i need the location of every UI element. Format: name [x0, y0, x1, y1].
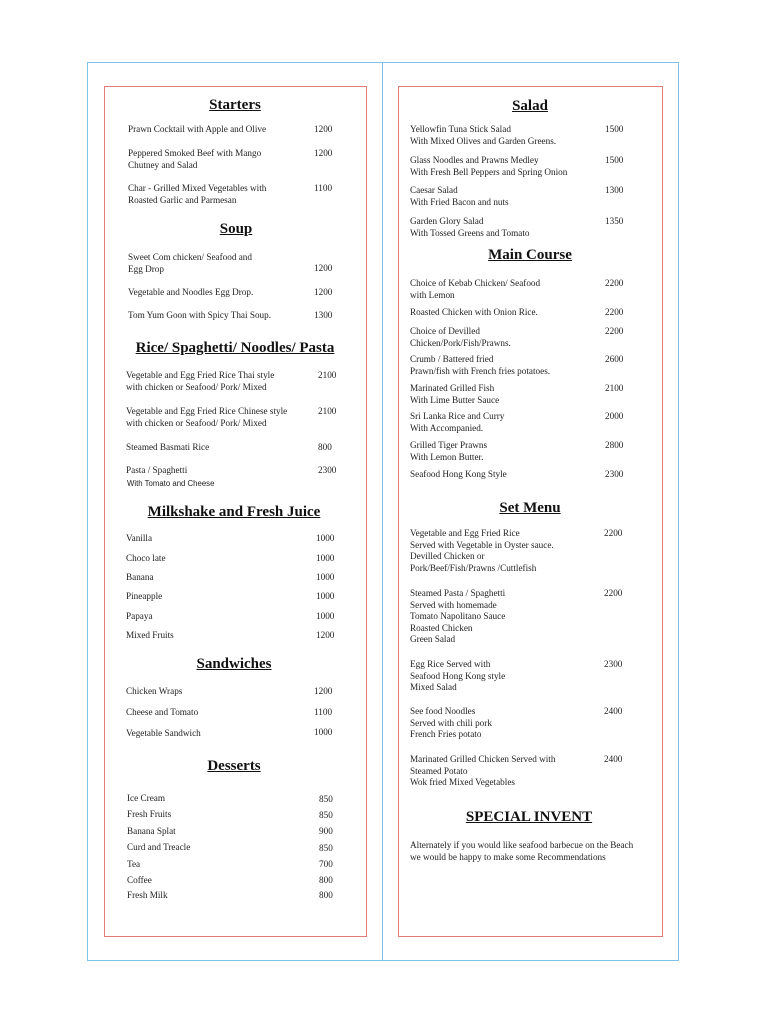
menu-item-price: 800 — [318, 442, 332, 452]
menu-item-name: Steamed Pasta / Spaghetti Served with homemade Tomato Napolitano Sauce Roasted Chicken Green Salad — [410, 588, 506, 644]
menu-item-name: Vegetable and Noodles Egg Drop. — [128, 287, 254, 297]
section-title-milkshake: Milkshake and Fresh Juice — [147, 504, 321, 520]
fold-divider — [382, 62, 383, 960]
section-title-rice: Rice/ Spaghetti/ Noodles/ Pasta — [135, 340, 335, 356]
menu-item-price: 800 — [319, 890, 333, 900]
menu-item-price: 1350 — [605, 216, 624, 226]
section-title-salad: Salad — [512, 98, 548, 114]
menu-item-price: 2100 — [318, 370, 337, 380]
menu-item-name: Sri Lanka Rice and Curry With Accompanied. — [410, 411, 505, 433]
menu-item-name: Steamed Basmati Rice — [126, 442, 210, 452]
menu-item-price: 1300 — [605, 185, 624, 195]
menu-item-name: Fresh Milk — [127, 890, 168, 900]
menu-item-name: Glass Noodles and Prawns Medley With Fresh Bell Peppers and Spring Onion — [410, 155, 568, 177]
menu-item-price: 850 — [319, 843, 333, 853]
menu-item-price: 1200 — [316, 630, 335, 640]
menu-item-name: Roasted Chicken with Onion Rice. — [410, 307, 538, 317]
menu-item-name: Choco late — [126, 553, 166, 563]
section-title-set: Set Menu — [499, 500, 561, 516]
menu-item-name: Tea — [127, 859, 141, 869]
menu-item-name: Vegetable and Egg Fried Rice Chinese style with chicken or Seafood/ Pork/ Mixed — [126, 406, 288, 428]
menu-item-price: 2200 — [604, 528, 623, 538]
menu-item-price: 800 — [319, 875, 333, 885]
menu-item-name: Pasta / Spaghetti — [126, 465, 188, 475]
menu-item-price: 1000 — [316, 553, 335, 563]
menu-item-price: 2200 — [605, 326, 624, 336]
menu-item-price: 900 — [319, 826, 333, 836]
menu-item-price: 1000 — [316, 591, 335, 601]
menu-item-price: 2300 — [318, 465, 337, 475]
menu-item-name: Char - Grilled Mixed Vegetables with Roasted Garlic and Parmesan — [128, 183, 267, 205]
menu-item-price: 2400 — [604, 706, 623, 716]
menu-item-price: 2100 — [605, 383, 624, 393]
menu-item-price: 1500 — [605, 155, 624, 165]
menu-item-name: See food Noodles Served with chili pork French Fries potato — [410, 706, 492, 739]
menu-item-price: 2600 — [605, 354, 624, 364]
menu-item-name: Seafood Hong Kong Style — [410, 469, 507, 479]
menu-item-name: Pineapple — [126, 591, 163, 601]
menu-item-price: 1100 — [314, 183, 333, 193]
menu-item-price: 2200 — [605, 278, 624, 288]
menu-item-name: Garden Glory Salad With Tossed Greens and Tomato — [410, 216, 530, 238]
menu-item-price: 1200 — [314, 686, 333, 696]
menu-item-price: 1200 — [314, 287, 333, 297]
menu-item-price: 1000 — [316, 572, 335, 582]
menu-item-name: Banana — [126, 572, 154, 582]
special-invent-text: Alternately if you would like seafood barbecue on the Beach we would be happy to make some Recommendations — [410, 840, 634, 862]
menu-item-name: Caesar Salad With Fried Bacon and nuts — [410, 185, 509, 207]
section-title-soup: Soup — [219, 221, 253, 237]
menu-item-price: 2200 — [605, 307, 624, 317]
menu-item-price: 1200 — [314, 263, 333, 273]
menu-item-name: Banana Splat — [127, 826, 176, 836]
menu-item-name: Vanilla — [126, 533, 153, 543]
menu-item-price: 1300 — [314, 310, 333, 320]
menu-item-price: 1200 — [314, 148, 333, 158]
menu-item-name: Vegetable Sandwich — [126, 728, 201, 738]
menu-item-name: Peppered Smoked Beef with Mango Chutney and Salad — [128, 148, 262, 170]
menu-item-price: 2300 — [605, 469, 624, 479]
menu-item-name: Crumb / Battered fried Prawn/fish with French fries potatoes. — [410, 354, 551, 376]
menu-item-name: Coffee — [127, 875, 152, 885]
section-title-main: Main Course — [488, 247, 572, 263]
menu-item-name: Prawn Cocktail with Apple and Olive — [128, 124, 267, 134]
menu-item-price: 1000 — [314, 727, 333, 737]
menu-item-name: Curd and Treacle — [127, 842, 191, 852]
menu-item-note: With Tomato and Cheese — [127, 479, 215, 488]
menu-item-price: 2800 — [605, 440, 624, 450]
menu-item-name: Chicken Wraps — [126, 686, 183, 696]
menu-item-name: Grilled Tiger Prawns With Lemon Butter. — [410, 440, 488, 462]
menu-item-name: Yellowfin Tuna Stick Salad With Mixed Olives and Garden Greens. — [410, 124, 557, 146]
menu-item-name: Marinated Grilled Fish With Lime Butter Sauce — [410, 383, 500, 405]
menu-item-price: 700 — [319, 859, 333, 869]
menu-item-name: Cheese and Tomato — [126, 707, 199, 717]
menu-item-price: 850 — [319, 794, 333, 804]
menu-item-price: 850 — [319, 810, 333, 820]
menu-item-name: Choice of Devilled Chicken/Pork/Fish/Prawns. — [410, 326, 511, 348]
menu-item-price: 2200 — [604, 588, 623, 598]
menu-item-price: 2300 — [604, 659, 623, 669]
menu-item-name: Fresh Fruits — [127, 809, 172, 819]
menu-item-price: 1500 — [605, 124, 624, 134]
menu-item-price: 1000 — [316, 611, 335, 621]
menu-item-name: Tom Yum Goon with Spicy Thai Soup. — [128, 310, 272, 320]
menu-item-price: 1100 — [314, 707, 333, 717]
menu-item-name: Egg Rice Served with Seafood Hong Kong style Mixed Salad — [410, 659, 506, 692]
menu-item-price: 2000 — [605, 411, 624, 421]
menu-item-name: Sweet Com chicken/ Seafood and Egg Drop — [128, 252, 252, 274]
menu-item-name: Vegetable and Egg Fried Rice Thai style with chicken or Seafood/ Pork/ Mixed — [126, 370, 275, 392]
section-title-desserts: Desserts — [207, 758, 261, 774]
section-title-special: SPECIAL INVENT — [465, 809, 593, 825]
menu-item-price: 2400 — [604, 754, 623, 764]
section-title-starters: Starters — [209, 97, 261, 113]
menu-item-name: Papaya — [126, 611, 153, 621]
menu-item-price: 1200 — [314, 124, 333, 134]
menu-item-name: Marinated Grilled Chicken Served with Steamed Potato Wok fried Mixed Vegetables — [410, 754, 556, 787]
menu-item-price: 1000 — [316, 533, 335, 543]
section-title-sandwiches: Sandwiches — [196, 656, 272, 672]
menu-item-name: Vegetable and Egg Fried Rice Served with Vegetable in Oyster sauce. Devilled Chicken or Pork/Beef/Fish/Prawns /Cuttlefish — [410, 528, 554, 573]
menu-item-name: Mixed Fruits — [126, 630, 174, 640]
menu-item-price: 2100 — [318, 406, 337, 416]
menu-item-name: Choice of Kebab Chicken/ Seafood with Lemon — [410, 278, 541, 300]
menu-item-name: Ice Cream — [127, 793, 166, 803]
